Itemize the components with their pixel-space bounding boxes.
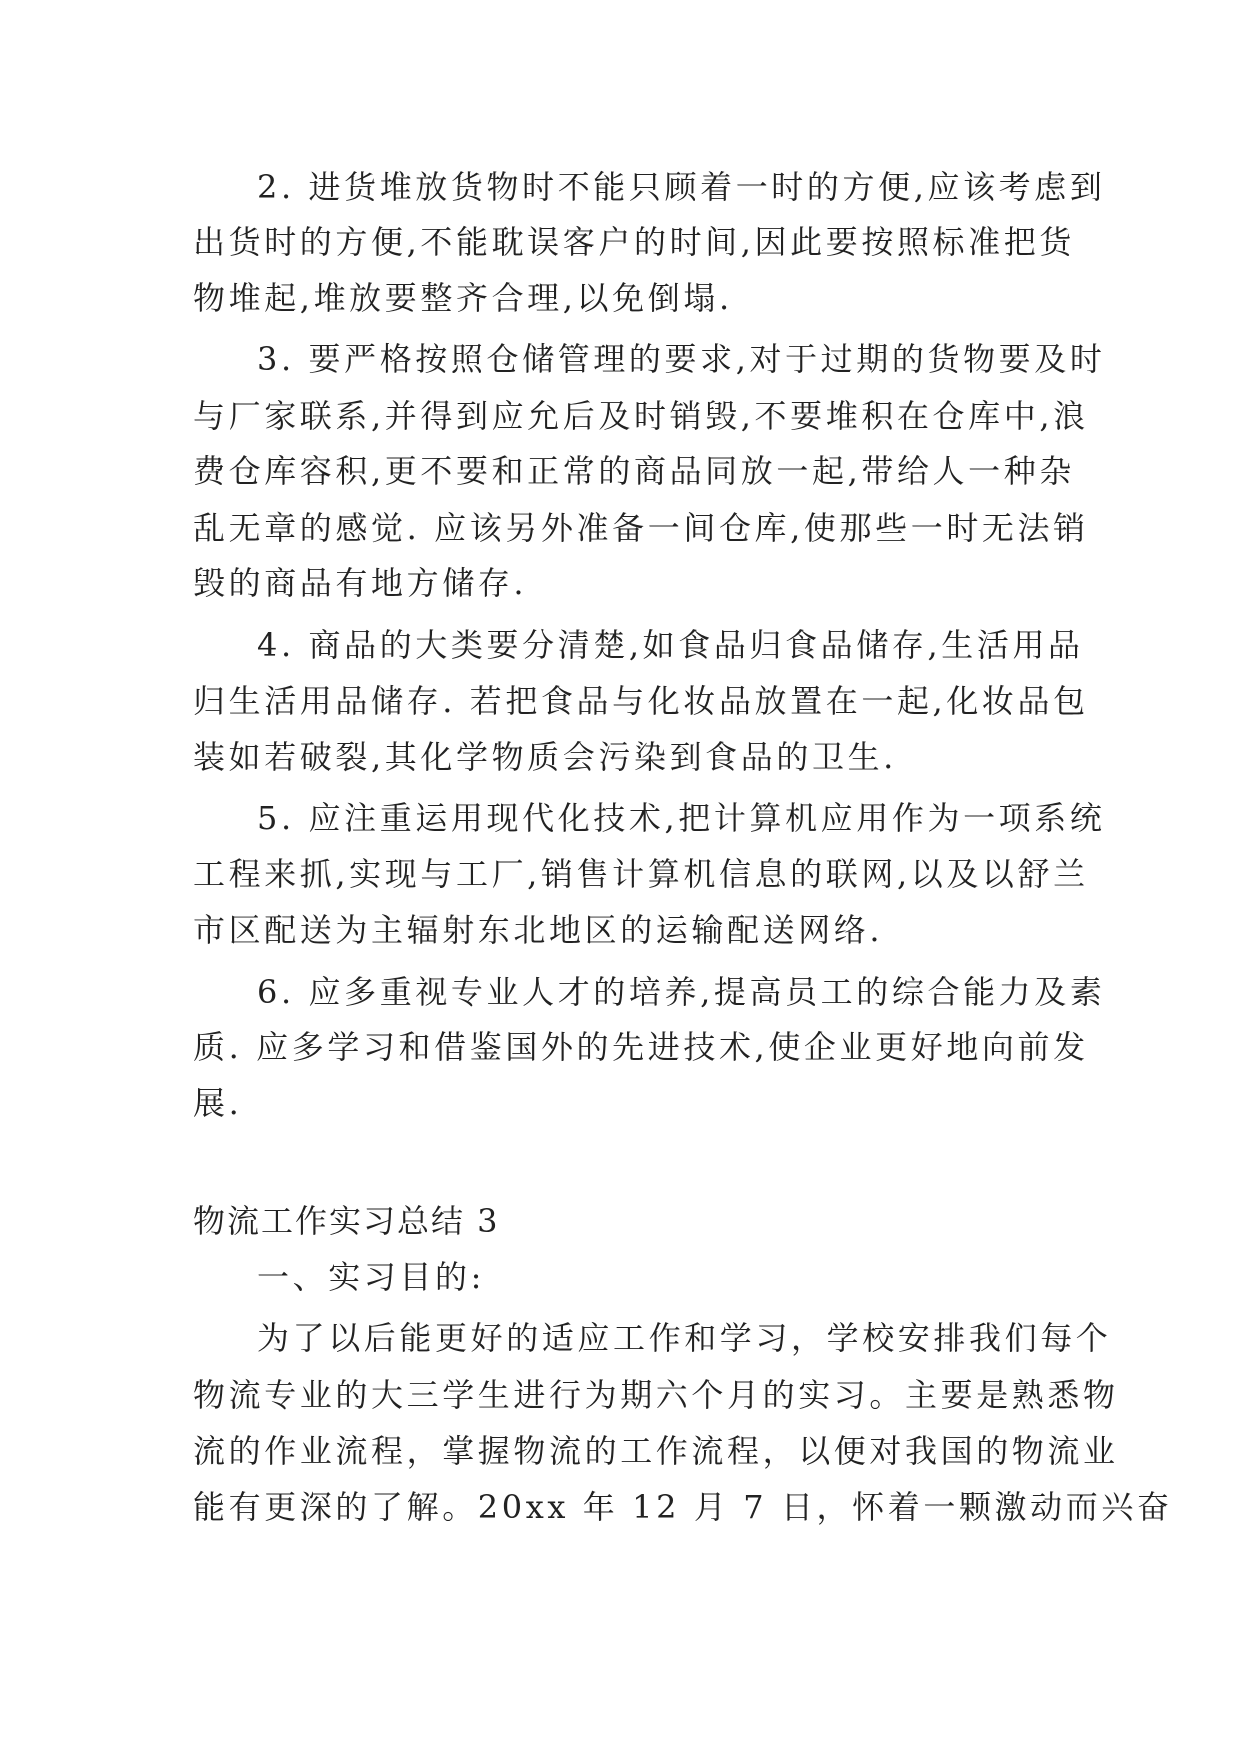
item-4-line-3: 装如若破裂,其化学物质会污染到食品的卫生. xyxy=(193,738,897,776)
item-3-line-2: 与厂家联系,并得到应允后及时销毁,不要堆积在仓库中,浪 xyxy=(193,397,1089,435)
paragraph-line-4: 能有更深的了解。20xx 年 12 月 7 日，怀着一颗激动而兴奋 xyxy=(193,1488,1173,1526)
item-5-line-1: 5. 应注重运用现代化技术,把计算机应用作为一项系统 xyxy=(257,799,1106,837)
item-3-line-4: 乱无章的感觉. 应该另外准备一间仓库,使那些一时无法销 xyxy=(193,509,1089,547)
item-5-line-2: 工程来抓,实现与工厂,销售计算机信息的联网,以及以舒兰 xyxy=(193,855,1089,893)
item-3-line-1: 3. 要严格按照仓储管理的要求,对于过期的货物要及时 xyxy=(257,340,1106,378)
paragraph-line-2: 物流专业的大三学生进行为期六个月的实习。主要是熟悉物 xyxy=(193,1376,1119,1414)
item-5-line-3: 市区配送为主辐射东北地区的运输配送网络. xyxy=(193,911,884,949)
item-4-line-2: 归生活用品储存. 若把食品与化妆品放置在一起,化妆品包 xyxy=(193,682,1089,720)
item-2-line-3: 物堆起,堆放要整齐合理,以免倒塌. xyxy=(193,279,733,317)
item-3-line-5: 毁的商品有地方储存. xyxy=(193,564,528,602)
item-4-line-1: 4. 商品的大类要分清楚,如食品归食品储存,生活用品 xyxy=(257,626,1084,664)
item-2-line-1: 2. 进货堆放货物时不能只顾着一时的方便,应该考虑到 xyxy=(257,168,1106,206)
item-6-line-2: 质. 应多学习和借鉴国外的先进技术,使企业更好地向前发 xyxy=(193,1028,1089,1066)
item-6-line-1: 6. 应多重视专业人才的培养,提高员工的综合能力及素 xyxy=(257,973,1106,1011)
item-2-line-2: 出货时的方便,不能耽误客户的时间,因此要按照标准把货 xyxy=(193,223,1075,261)
paragraph-line-1: 为了以后能更好的适应工作和学习，学校安排我们每个 xyxy=(257,1319,1112,1357)
section-heading: 物流工作实习总结 3 xyxy=(193,1202,500,1240)
item-3-line-3: 费仓库容积,更不要和正常的商品同放一起,带给人一种杂 xyxy=(193,452,1075,490)
subheading-purpose: 一、实习目的: xyxy=(257,1258,485,1296)
item-6-line-3: 展. xyxy=(193,1084,243,1122)
paragraph-line-3: 流的作业流程，掌握物流的工作流程，以便对我国的物流业 xyxy=(193,1432,1119,1470)
